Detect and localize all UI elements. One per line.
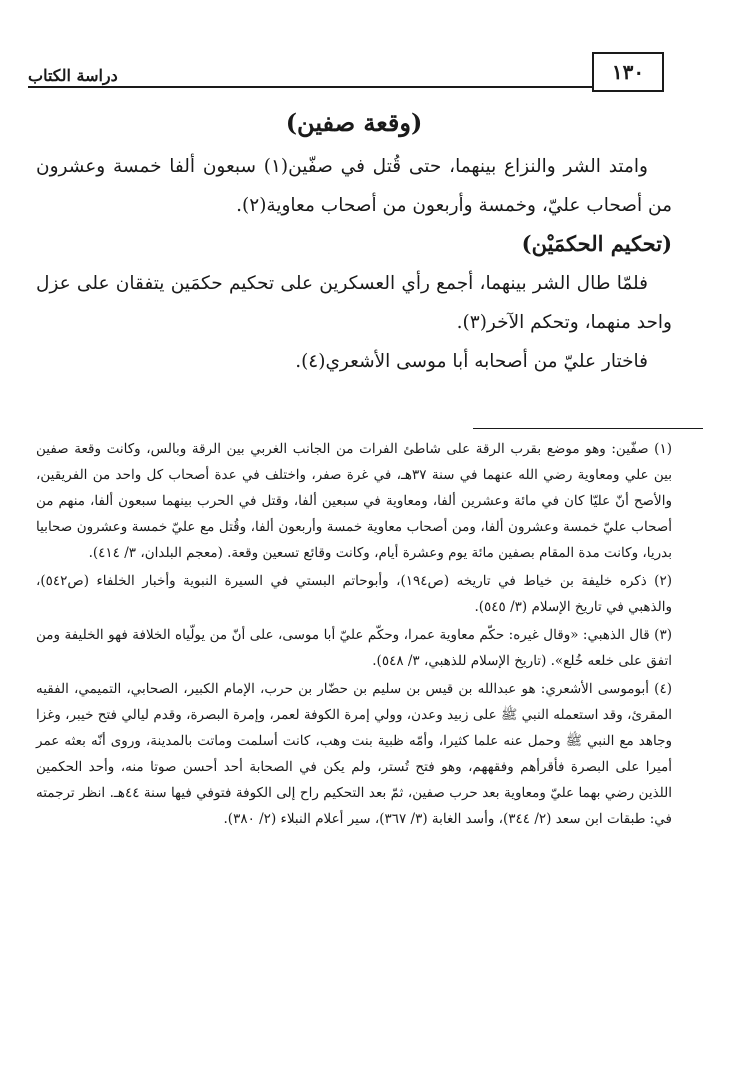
subheading: (تحكيم الحكمَيْن): [521, 231, 672, 256]
running-title: دراسة الكتاب: [28, 66, 118, 85]
section-title: (وقعة صفين): [285, 108, 423, 137]
footnote: (٣) قال الذهبي: «وقال غيره: حكّم معاوية عمرا، وحكّم عليّ أبا موسى، على أنّ من يولّياه الخلافة فهو الخليفة ومن اتفق على خلعه خُلع». (تاريخ الإسلام للذهبي، ٣/ ٥٤٨).: [36, 627, 672, 669]
footnote: (٢) ذكره خليفة بن خياط في تاريخه (ص١٩٤)، وأبوحاتم البستي في السيرة النبوية وأخبار الخلفاء (ص٥٤٢)، والذهبي في تاريخ الإسلام (٣/ ٥٤٥).: [36, 573, 672, 615]
main-text: [36, 102, 672, 381]
page-header: [28, 52, 664, 92]
footnote-separator: [473, 428, 703, 429]
footnotes: [36, 436, 672, 834]
paragraph: وامتد الشر والنزاع بينهما، حتى قُتل في صفّين(١) سبعون ألفا خمسة وعشرون من أصحاب عليّ، وخمسة وأربعون من أصحاب معاوية(٢).: [36, 156, 672, 216]
footnote: (١) صفّين: وهو موضع بقرب الرقة على شاطئ الفرات من الجانب الغربي بين الرقة وبالس، وكانت وقعة صفين بين علي ومعاوية رضي الله عنهما في سنة ٣٧هـ، في غرة صفر، واختلف في عدة أصحاب كل واحد من الفريقين، والأصح أنّ عليّا كان في مائة وعشرين ألفا، ومعاوية في سبعين ألفا، وقتل في الحرب بينهما سبعون ألفا، منهم من أصحاب عليّ خمسة وعشرون ألفا، ومن أصحاب معاوية خمسة وأربعون ألفا، وقُتل مع عليّ خمسة وعشرون صحابيا بدريا، وكانت مدة المقام بصفين مائة يوم وعشرة أيام، وكانت وقائع تسعين وقعة. (معجم البلدان، ٣/ ٤١٤).: [36, 441, 672, 561]
footnote: (٤) أبوموسى الأشعري: هو عبدالله بن قيس بن سليم بن حضّار بن حرب، الإمام الكبير، الصحابي، التميمي، الفقيه المقرئ، وقد استعمله النبي ﷺ على زبيد وعدن، وولي إمرة الكوفة لعمر، وإمرة البصرة، وقدم ليالي فتح خيبر، وغزا وجاهد مع النبي ﷺ وحمل عنه علما كثيرا، وأمّه ظبية بنت وهب، كانت أسلمت وماتت بالمدينة، وروى أنّه بعثه عمر أميرا على البصرة فأقرأهم وفقههم، وهو فتح تُستر، ولم يكن في الصحابة أحد أحسن صوتا منه، وأحد الحكمين اللذين رضي بهما عليّ ومعاوية بعد حرب صفين، ثمّ بعد التحكيم راح إلى الكوفة فتوفي فيها سنة ٤٤هـ. انظر ترجمته في: طبقات ابن سعد (٢/ ٣٤٤)، وأسد الغابة (٣/ ٣٦٧)، سير أعلام النبلاء (٢/ ٣٨٠).: [36, 681, 672, 827]
paragraph: فلمّا طال الشر بينهما، أجمع رأي العسكرين على تحكيم حكمَين يتفقان على عزل واحد منهما، وتحكم الآخر(٣).: [36, 273, 672, 333]
paragraph: فاختار عليّ من أصحابه أبا موسى الأشعري(٤).: [295, 351, 648, 372]
page-number: ١٣٠: [592, 52, 664, 92]
header-rule: [28, 86, 594, 88]
